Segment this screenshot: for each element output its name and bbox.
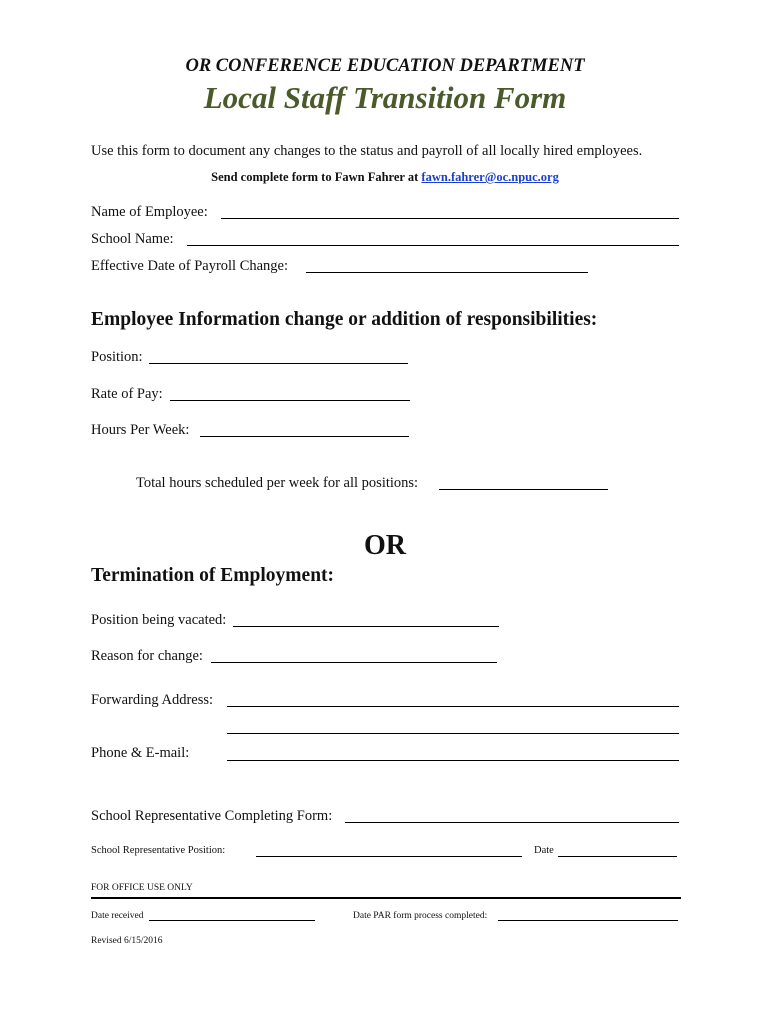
rep-date-label: Date: [534, 845, 554, 856]
hours-per-week-field[interactable]: [200, 436, 409, 437]
date-received-field[interactable]: [149, 920, 315, 921]
rep-date-field[interactable]: [558, 856, 677, 857]
or-divider: OR: [364, 530, 406, 561]
phone-email-label: Phone & E-mail:: [91, 745, 190, 761]
effective-date-field[interactable]: [306, 272, 588, 273]
office-use-heading: FOR OFFICE USE ONLY: [91, 883, 193, 893]
revised-date: Revised 6/15/2016: [91, 936, 163, 946]
rep-completing-field[interactable]: [345, 822, 679, 823]
email-link[interactable]: fawn.fahrer@oc.npuc.org: [421, 170, 559, 184]
hours-per-week-label: Hours Per Week:: [91, 422, 190, 438]
info-section-heading: Employee Information change or addition of responsibilities:: [91, 309, 598, 330]
termination-heading: Termination of Employment:: [91, 565, 335, 586]
rep-position-field[interactable]: [256, 856, 522, 857]
rate-of-pay-label: Rate of Pay:: [91, 386, 163, 402]
employee-name-label: Name of Employee:: [91, 204, 208, 220]
reason-label: Reason for change:: [91, 648, 203, 664]
effective-date-label: Effective Date of Payroll Change:: [91, 258, 289, 274]
position-vacated-field[interactable]: [233, 626, 499, 627]
school-name-label: School Name:: [91, 231, 174, 247]
position-label: Position:: [91, 349, 143, 365]
par-completed-label: Date PAR form process completed:: [353, 911, 488, 921]
position-vacated-label: Position being vacated:: [91, 612, 227, 628]
rep-position-label: School Representative Position:: [91, 845, 226, 856]
department-heading: OR CONFERENCE EDUCATION DEPARTMENT: [185, 56, 585, 76]
total-hours-label: Total hours scheduled per week for all positions:: [136, 475, 419, 491]
intro-text: Use this form to document any changes to the status and payroll of all locally hired employees.: [91, 143, 643, 159]
phone-email-field[interactable]: [227, 760, 679, 761]
reason-field[interactable]: [211, 662, 497, 663]
forwarding-address-label: Forwarding Address:: [91, 692, 214, 708]
par-completed-field[interactable]: [498, 920, 678, 921]
rep-completing-label: School Representative Completing Form:: [91, 808, 333, 824]
form-title: Local Staff Transition Form: [203, 80, 567, 115]
rate-of-pay-field[interactable]: [170, 400, 410, 401]
employee-name-field[interactable]: [221, 218, 679, 219]
office-use-rule: [91, 897, 681, 899]
forwarding-address-field[interactable]: [227, 706, 679, 707]
date-received-label: Date received: [91, 911, 144, 921]
send-prefix: Send complete form to Fawn Fahrer at: [211, 170, 422, 184]
total-hours-field[interactable]: [439, 489, 608, 490]
position-field[interactable]: [149, 363, 408, 364]
forwarding-address-field-2[interactable]: [227, 733, 679, 734]
send-instructions: [0, 170, 770, 185]
school-name-field[interactable]: [187, 245, 679, 246]
